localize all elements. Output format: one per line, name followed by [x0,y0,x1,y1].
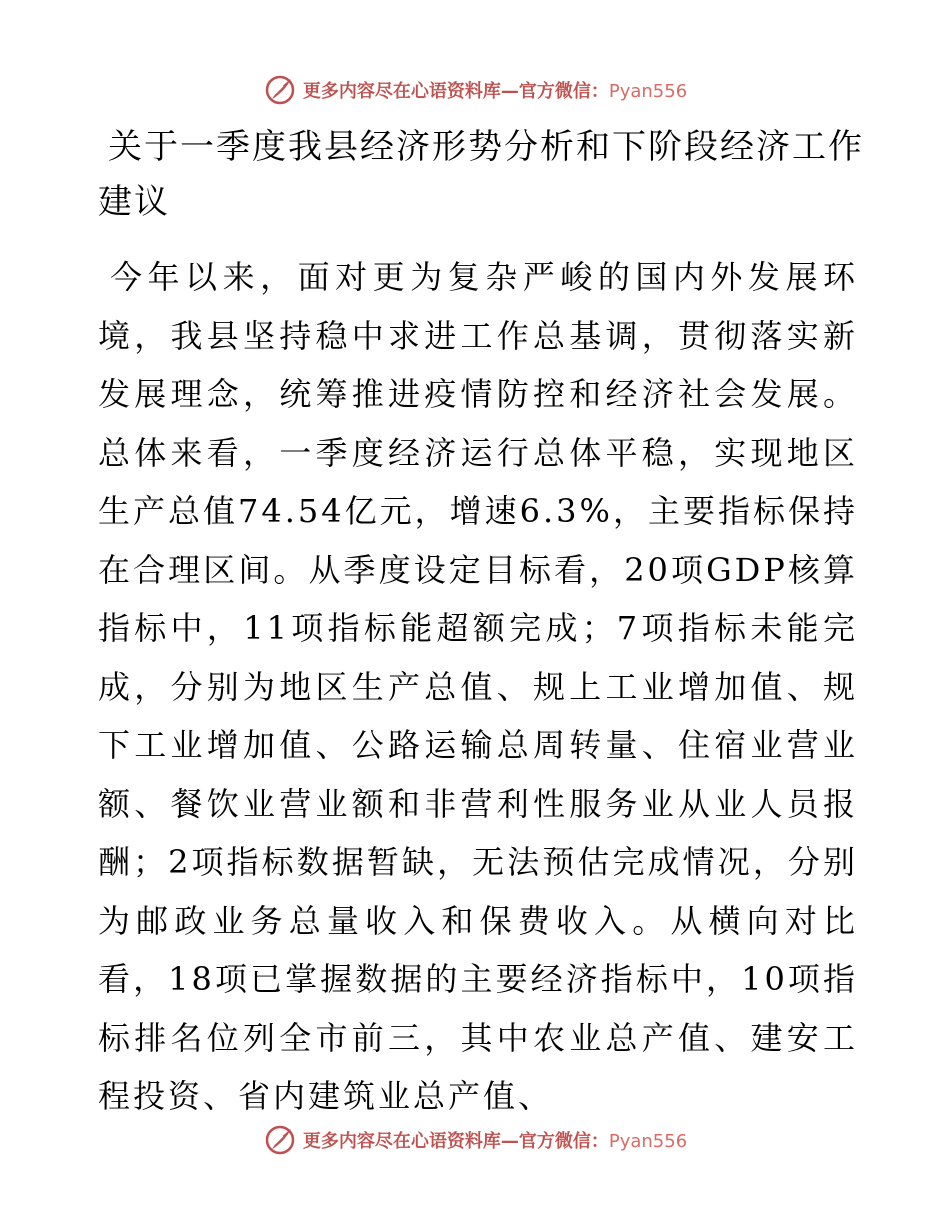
header-watermark [0,70,950,110]
watermark-text: 更多内容尽在心语资料库—官方微信：Pyan556 [302,1131,688,1152]
watermark-text: 更多内容尽在心语资料库—官方微信：Pyan556 [302,81,688,102]
footer-watermark [0,1120,950,1160]
document-title: 关于一季度我县经济形势分析和下阶段经济工作建议 [98,127,864,222]
watermark-wechat-id: Pyan556 [608,81,688,102]
feather-circle-logo-icon [263,1123,297,1157]
watermark-wechat-id: Pyan556 [608,1131,688,1152]
feather-circle-logo-icon [263,73,297,107]
body-paragraph: 今年以来，面对更为复杂严峻的国内外发展环境，我县坚持稳中求进工作总基调，贯彻落实新发展理念，统筹推进疫情防控和经济社会发展。总体来看，一季度经济运行总体平稳，实现地区生产总值74.54亿元，增速6.3%，主要指标保持在合理区间。从季度设定目标看，20项GDP核算指标中，11项指标能超额完成；7项指标未能完成，分别为地区生产总值、规上工业增加值、规下工业增加值、公路运输总周转量、住宿业营业额、餐饮业营业额和非营利性服务业从业人员报酬；2项指标数据暂缺，无法预估完成情况，分别为邮政业务总量收入和保费收入。从横向对比看，18项已掌握数据的主要经济指标中，10项指标排名位列全市前三，其中农业总产值、建安工程投资、省内建筑业总产值、 [98,258,858,1115]
